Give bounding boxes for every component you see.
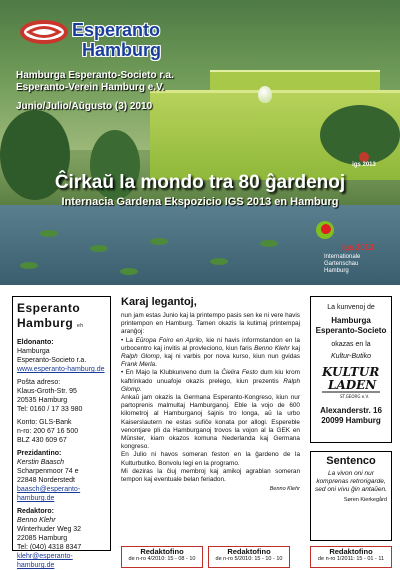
- lily-pad-shape: [90, 245, 108, 252]
- meetings-org-2: Esperanto-Societo: [315, 326, 387, 335]
- igs-mark-icon: [316, 221, 334, 239]
- quote-text: La vivon oni nur komprenas retrorigarde, sed oni vivu ĝin antaŭen.: [315, 470, 387, 493]
- article-paragraph: [121, 337, 300, 370]
- igs-bottom-text: Hamburg: [324, 268, 349, 274]
- igs-logo-top: [345, 152, 383, 168]
- redaktoro-label: Redaktoro:: [17, 508, 54, 515]
- eldonanto-line: Hamburga: [17, 348, 50, 355]
- balloon-shape: [258, 86, 272, 103]
- meetings-address-1: Alexanderstr. 16: [320, 406, 382, 415]
- article-text: , kie ni havis informstandon en la urbocentro kaj invitis al provleciono, kiun faris: [121, 336, 300, 352]
- impressum-title-2: [17, 316, 106, 334]
- meetings-org-1: Hamburga: [331, 316, 371, 325]
- org-name-de: Esperanto-Verein Hamburg e.V.: [16, 82, 165, 93]
- lily-pad-shape: [40, 230, 58, 237]
- deadline-date: de n-ro 4/2010: 15 - 08 - 10: [128, 556, 196, 562]
- quote-box: [310, 451, 392, 541]
- article-emphasis: Frank Merla: [121, 361, 156, 369]
- posta-line: Klaus-Groth-Str. 95: [17, 388, 77, 395]
- deadline-title: Redaktofino: [140, 547, 184, 556]
- deadline-box: [121, 546, 203, 568]
- esperanto-logo-icon: [18, 18, 74, 46]
- meetings-box: [310, 296, 392, 443]
- igs-logo-bottom: [316, 221, 396, 274]
- article-emphasis: Ĉielira Festo: [221, 369, 258, 377]
- eldonanto-label: Eldonanto:: [17, 339, 54, 346]
- article-text: .: [139, 385, 142, 393]
- igs-mark-icon: [359, 152, 369, 162]
- quote-author: Søren Kierkegård: [343, 497, 387, 503]
- article-emphasis: Ralph Glomp: [121, 377, 300, 393]
- article-emphasis: Ralph Glomp: [121, 353, 160, 361]
- deadline-date: de n-ro 1/2011: 15 - 01 - 11: [317, 556, 385, 562]
- redaktoro-name: Benno Klehr: [17, 517, 56, 524]
- issue-date: Junio/Julio/Aŭgusto (3) 2010: [16, 101, 153, 112]
- igs-bottom-number: igs 2013: [342, 243, 374, 252]
- article-paragraph: En Julio ni havos someran feston en la ĝardeno de la Kulturbutiko. Bonvolu legi en la programo.: [121, 451, 300, 467]
- article-paragraph: [121, 369, 300, 394]
- impressum-suffix: eh: [77, 323, 84, 329]
- article-paragraph: Ankaŭ jam okazis la Germana Esperanto-Kongreso, kiun nur partoprenis malmultaj Hamburganoj. Eble la vojo de 600 kilometroj al Hamburganoj ŝajnis tro longa, aŭ la urbo Kaiserslautern ne estas sufiĉe konata por allogi. Espereble venontjare pli da Hamburganoj trovos la vojon al la GEK en Münster, kiam okazos komuna Nederlanda kaj Germana kongreso.: [121, 394, 300, 451]
- meetings-intro: La kunvenoj de: [327, 304, 375, 311]
- redaktoro-tel: Tel: (040) 4318 8347: [17, 544, 82, 551]
- logo-text-2: LADEN: [328, 378, 377, 392]
- cover-headline: Ĉirkaŭ la mondo tra 80 ĝardenoj: [54, 172, 346, 193]
- deadline-box: [310, 546, 392, 568]
- editorial-article: [121, 296, 300, 541]
- lily-pad-shape: [20, 262, 38, 269]
- lily-pad-shape: [210, 258, 228, 265]
- org-name-eo: Hamburga Esperanto-Societo r.a.: [16, 70, 174, 81]
- prezidantino-label: Prezidantino:: [17, 450, 62, 457]
- cover-image: [0, 0, 400, 284]
- article-text: .: [155, 361, 157, 369]
- article-text: , kaj ni varbis por nova kurso, kiun nun gvidas: [159, 353, 300, 361]
- deadline-box: [208, 546, 290, 568]
- eldonanto-line: Esperanto-Societo r.a.: [17, 357, 87, 364]
- quote-title: Sentenco: [326, 455, 376, 467]
- konto-line: n-ro: 200 67 16 500: [17, 428, 79, 435]
- prezidantino-line: Scharpenmoor 74 e: [17, 468, 79, 475]
- logo-text-1: KULTUR: [322, 365, 380, 379]
- impressum-title-1: Esperanto: [17, 301, 81, 315]
- article-emphasis: Eŭropa Foiro en Aprilo: [135, 336, 202, 344]
- lily-pad-shape: [150, 238, 168, 245]
- impressum-title-2-text: Hamburg: [17, 316, 74, 330]
- lily-pad-shape: [260, 240, 278, 247]
- cover-subheadline: Internacia Gardena Ekspozicio IGS 2013 en Hamburg: [61, 196, 339, 208]
- prezidantino-email-link[interactable]: baasch@esperanto-hamburg.de: [17, 486, 81, 502]
- article-text: • En Majo la Klubkunveno dum la: [121, 369, 222, 377]
- prezidantino-line: 22848 Norderstedt: [17, 477, 75, 484]
- redaktoro-line: 22085 Hamburg: [17, 535, 68, 542]
- article-text: dum kiu krom kaftrinkado unuafoje okazis prelego, kiun prezentis: [121, 369, 300, 385]
- article-text: kaj: [289, 344, 300, 352]
- lily-pad-shape: [120, 268, 138, 275]
- article-signature: Benno Klehr: [269, 486, 300, 493]
- igs-bottom-text: Gartenschau: [324, 261, 359, 267]
- article-emphasis: Benno Klehr: [254, 344, 290, 352]
- deadline-title: Redaktofino: [329, 547, 373, 556]
- posta-tel: Tel: 0160 / 17 33 980: [17, 406, 83, 413]
- posta-label: Poŝta adreso:: [17, 379, 61, 386]
- prezidantino-name: Kerstin Baasch: [17, 459, 65, 466]
- meetings-where: okazas en la: [331, 341, 371, 348]
- article-title: Karaj legantoj,: [121, 296, 197, 308]
- deadline-date: de n-ro 5/2010: 15 - 10 - 10: [215, 556, 283, 562]
- igs-top-label: igs 2013: [352, 162, 376, 168]
- impressum-box: [12, 296, 111, 569]
- article-paragraph: Mi deziras la ĉiuj membroj kaj amikoj agrablan someran tempon kaj eventuale belan feriadon.: [121, 467, 300, 484]
- article-paragraph: nun jam estas Junio kaj la printempo pasis sen ke ni vere havis printempon en Hamburg. Tamen okazis la kutimaj printempaj aranĝoj:: [121, 312, 300, 336]
- redaktoro-line: Winterhuder Weg 32: [17, 526, 82, 533]
- igs-bottom-text: Internationale: [324, 254, 361, 260]
- brand-line-2: Hamburg: [82, 40, 162, 60]
- logo-text-3: ST.GEORG e.V.: [340, 394, 369, 399]
- deadline-title: Redaktofino: [227, 547, 271, 556]
- meetings-address-2: 20099 Hamburg: [321, 416, 381, 425]
- konto-line: BLZ 430 609 67: [17, 437, 67, 444]
- article-text: • La: [121, 336, 136, 344]
- konto-label: Konto: GLS-Bank: [17, 419, 72, 426]
- website-link[interactable]: www.esperanto-hamburg.de: [17, 366, 105, 373]
- redaktoro-email-link[interactable]: klehr@esperanto-hamburg.de: [17, 553, 73, 569]
- posta-line: 20535 Hamburg: [17, 397, 68, 404]
- kulturladen-logo-icon: [318, 363, 384, 401]
- brand-line-1: Esperanto: [72, 20, 161, 40]
- meetings-place: Kultur-Butiko: [331, 353, 371, 360]
